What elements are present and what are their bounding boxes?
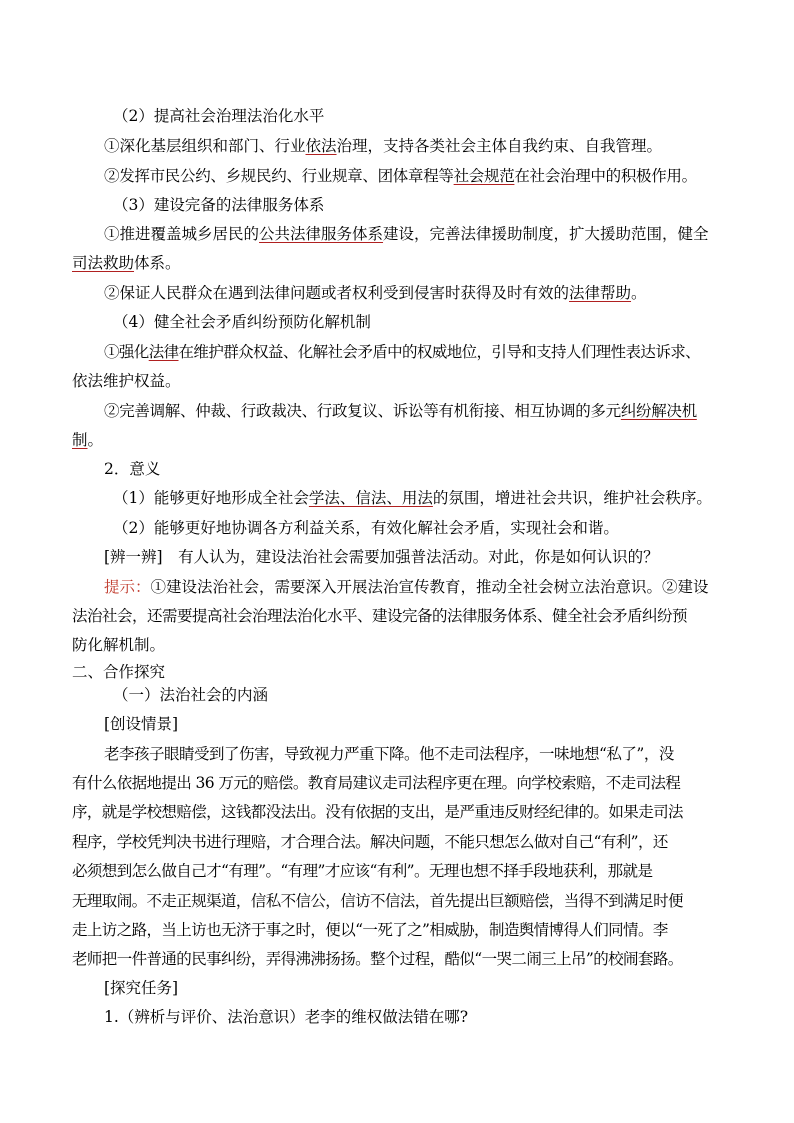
discussion-prompt: [辨一辨] 有人认为，建设法治社会需要加强普法活动。对此，你是如何认识的？ <box>104 548 659 566</box>
paragraph-line: 防化解机制。 <box>72 636 166 654</box>
paragraph-line: 程序，学校凭判决书进行理赔，才合理合法。解决问题，不能只想怎么做对自己“有利”，还 <box>72 833 668 851</box>
section-heading-2: 2．意义 <box>104 460 161 478</box>
paragraph-line: 老李孩子眼睛受到了伤害，导致视力严重下降。他不走司法程序，一味地想“私了”，没 <box>104 745 674 763</box>
paragraph-line: 依法维护权益。 <box>72 372 181 390</box>
paragraph-line: ②发挥市民公约、乡规民约、行业规章、团体章程等社会规范在社会治理中的积极作用。 <box>104 167 697 185</box>
underlined-term: 制 <box>72 431 88 449</box>
paragraph-line: 必须想到怎么做自己才“有理”。“有理”才应该“有利”。无理也想不择手段地获利，那就是 <box>72 862 653 880</box>
underlined-term: 依法 <box>305 137 337 155</box>
paragraph-line: ②完善调解、仲裁、行政裁决、行政复议、诉讼等有机衔接、相互协调的多元纠纷解决机 <box>104 402 697 420</box>
underlined-term: 法律帮助 <box>569 284 632 302</box>
paragraph-line: ②保证人民群众在遇到法律问题或者权利受到侵害时获得及时有效的法律帮助。 <box>104 284 647 302</box>
question-line: 1.（辨析与评价、法治意识）老李的维权做法错在哪? <box>104 1008 469 1026</box>
paragraph-line: 司法救助体系。 <box>72 254 181 272</box>
paragraph-line: ①推进覆盖城乡居民的公共法律服务体系建设，完善法律援助制度，扩大援助范围，健全 <box>104 225 709 243</box>
paragraph-line: ①深化基层组织和部门、行业依法治理，支持各类社会主体自我约束、自我管理。 <box>104 137 663 155</box>
underlined-term: 法律 <box>148 343 179 361</box>
underlined-term: 社会规范 <box>453 167 515 185</box>
heading-3-3: （3）建设完备的法律服务体系 <box>113 196 325 214</box>
hint-label: 提示： <box>104 578 151 596</box>
underlined-term: 司法救助 <box>72 254 135 272</box>
subsection-heading: （一）法治社会的内涵 <box>113 686 269 704</box>
heading-3-2: （2）提高社会治理法治化水平 <box>113 107 325 125</box>
hint-line: 提示：①建设法治社会，需要深入开展法治宣传教育，推动全社会树立法治意识。②建设 <box>104 578 709 596</box>
underlined-term: 学法、信法、用法 <box>308 489 433 507</box>
underlined-term: 纠纷解决机 <box>620 402 697 420</box>
paragraph-line: 序，就是学校想赔偿，这钱都没法出。没有依据的支出，是严重违反财经纪律的。如果走司法 <box>72 803 683 821</box>
heading-3-4: （4）健全社会矛盾纠纷预防化解机制 <box>113 313 371 331</box>
paragraph-line: 走上访之路，当上访也无济于事之时，便以“一死了之”相威胁，制造舆情博得人们同情。李 <box>72 921 668 939</box>
paragraph-line: （2）能够更好地协调各方利益关系，有效化解社会矛盾，实现社会和谐。 <box>113 519 619 537</box>
scenario-label: [创设情景] <box>104 715 179 733</box>
paragraph-line: 有什么依据地提出 36 万元的赔偿。教育局建议走司法程序更在理。向学校索赔，不走司法程 <box>72 774 681 792</box>
paragraph-line: 无理取闹。不走正规渠道，信私不信公，信访不信法，首先提出巨额赔偿，当得不到满足时便 <box>72 892 683 910</box>
paragraph-line: ①强化法律在维护群众权益、化解社会矛盾中的权威地位，引导和支持人们理性表达诉求、 <box>104 343 701 361</box>
paragraph-line: 法治社会，还需要提高社会治理法治化水平、建设完备的法律服务体系、健全社会矛盾纠纷预 <box>72 607 688 625</box>
task-label: [探究任务] <box>104 979 179 997</box>
paragraph-line: （1）能够更好地形成全社会学法、信法、用法的氛围，增进社会共识，维护社会秩序。 <box>113 489 712 507</box>
paragraph-line: 制。 <box>72 431 104 449</box>
section-heading: 二、合作探究 <box>72 663 166 681</box>
underlined-term: 公共法律服务体系 <box>259 225 384 243</box>
paragraph-line: 老师把一件普通的民事纠纷，弄得沸沸扬扬。整个过程，酷似“一哭二闹三上吊”的校闹套路。 <box>72 950 683 968</box>
